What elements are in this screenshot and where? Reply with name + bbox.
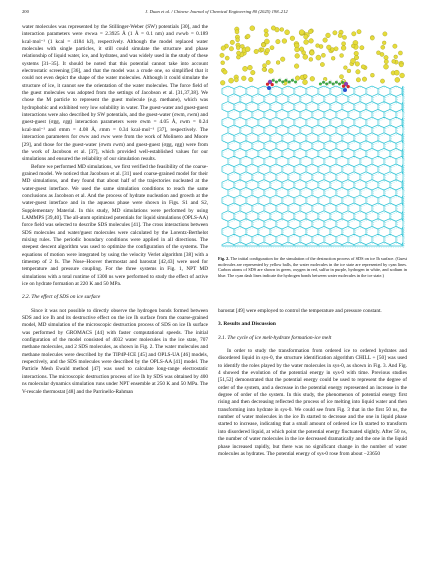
guest-molecule (304, 35, 308, 39)
oxygen-atom (271, 83, 274, 86)
guest-molecule (299, 30, 304, 35)
page-number: 200 (22, 9, 29, 14)
hydrogen-atom (330, 80, 331, 81)
guest-molecule (394, 55, 398, 59)
guest-molecule (356, 70, 361, 75)
guest-molecule (351, 44, 355, 48)
guest-molecule (347, 69, 351, 73)
guest-molecule (316, 55, 321, 60)
guest-molecule (235, 30, 239, 34)
section-heading-3: 3. Results and Discussion (218, 321, 276, 328)
guest-molecule (341, 46, 346, 51)
paragraph-barostat: barostat [49] were employed to control the temperature and pressure constant. (218, 308, 382, 314)
guest-molecule (354, 55, 359, 60)
hydrogen-atom (286, 78, 287, 79)
guest-molecule (320, 62, 324, 66)
guest-molecule (276, 61, 280, 65)
guest-molecule (271, 26, 275, 30)
guest-molecule (229, 78, 234, 83)
guest-molecule (230, 40, 235, 45)
running-header (22, 9, 411, 19)
right-column (218, 308, 407, 458)
paragraph-model-description: water molecules was represented by the Stillinger-Weber (SW) potentials [30], and the interaction parameters were σwwa = 2.3925 Å (1 Å = 0.1 nm) and εwwb = 0.189 kcal·mol⁻¹ (1 kcal = 4184 kJ), respectively. Although the model replaced water molecules with single particles, it still could simulate the structure and phase relationship of liquid water, ice, and hydrates, and was widely used in the study of these systems [31–35]. It should be noted that this potential cannot take into account electrostatic screening [36], and that the model was a crude one, so simplified that it could not even depict the shape of the water molecules. Although it could simulate the structure of ice, it cannot see the orientation of the water molecules. The force field of the guest molecules was adopted from the settings of Jacobson et al. [31,37,38]. We chose the M particle to represent the guest molecule (e.g. methane), which was hydrophobic and exhibited very low solubility in water. The guest-water and guest-guest interactions were also described by SW potentials, and the guest-water (σwm, εwm) and guest-guest (σgg, εgg) interaction parameters were σwm = 4.05 Å, εwm = 0.24 kcal·mol⁻¹ and σmm = 4.08 Å, εmm = 0.34 kcal·mol⁻¹ [37], respectively. The interaction parameters for σww and εww were from the work of Molinero and Moore [29], and those for the guest-water (σwm εwm) and guest-guest (σgg, εgg) were from the work of Jacobson et al. [37], which provided well-established values for our simulations and ensured the reliability of our simulation results. (22, 24, 208, 163)
guest-molecule (295, 54, 300, 59)
guest-molecule (383, 32, 387, 36)
oxygen-atom (266, 83, 269, 86)
hydrogen-atom (289, 83, 290, 84)
guest-molecule (352, 32, 356, 36)
guest-molecule (380, 52, 384, 56)
hydrogen-atom (296, 83, 297, 84)
guest-molecule (308, 29, 312, 33)
guest-molecule (338, 34, 342, 38)
guest-molecule (316, 44, 320, 48)
guest-molecule (394, 70, 399, 75)
guest-molecule (331, 56, 335, 60)
guest-molecule (280, 28, 284, 32)
guest-molecule (299, 47, 304, 52)
guest-molecule (282, 39, 287, 44)
guest-molecule (221, 46, 226, 51)
guest-molecule (343, 66, 347, 70)
guest-molecule (399, 63, 403, 67)
hydrogen-atom (277, 83, 278, 84)
guest-molecule (276, 39, 281, 44)
guest-molecule (309, 39, 314, 44)
guest-molecule (236, 38, 240, 42)
oxygen-atom (347, 85, 350, 88)
guest-molecule (221, 61, 225, 65)
guest-molecule (254, 49, 259, 54)
guest-molecule (290, 36, 295, 41)
guest-molecule (339, 75, 343, 79)
guest-molecule (333, 31, 337, 35)
guest-molecule (326, 45, 331, 50)
guest-molecule (248, 77, 253, 82)
guest-molecule (381, 45, 385, 49)
guest-molecule (370, 73, 374, 77)
hydrogen-atom (327, 85, 328, 86)
hydrogen-atom (293, 78, 294, 79)
guest-molecule (362, 77, 367, 82)
hydrogen-atom (324, 80, 325, 81)
guest-molecule (340, 54, 344, 58)
hydrogen-atom (340, 85, 341, 86)
guest-molecule (245, 47, 250, 52)
guest-molecule (240, 44, 244, 48)
guest-molecule (323, 38, 328, 43)
caption-label: Fig. 2. (218, 256, 230, 261)
sodium-atom (343, 88, 347, 92)
guest-molecule (360, 46, 364, 50)
hydrogen-atom (280, 78, 281, 79)
figure-2-simulation-box (218, 24, 407, 252)
hydrogen-atom (343, 80, 344, 81)
guest-molecule (384, 59, 388, 63)
guest-molecule (342, 42, 346, 46)
guest-molecule (260, 48, 264, 52)
section-heading-3-1: 3.1. The cycle of ice melt-hydrate formation-ice melt (218, 334, 332, 341)
guest-molecule (303, 54, 308, 59)
guest-molecule (285, 30, 290, 35)
guest-molecule (264, 39, 269, 44)
guest-molecule (262, 64, 266, 68)
guest-molecule (248, 65, 253, 70)
guest-molecule (398, 51, 402, 55)
guest-molecule (223, 70, 227, 74)
guest-molecule (356, 78, 360, 82)
guest-molecule (241, 76, 246, 81)
hydrogen-atom (321, 85, 322, 86)
hydrogen-atom (333, 85, 334, 86)
guest-molecule (395, 77, 400, 82)
guest-molecule (319, 44, 323, 48)
guest-molecule (384, 55, 388, 59)
figure-2-image (218, 24, 407, 252)
guest-molecule (234, 78, 238, 82)
guest-molecule (265, 48, 270, 53)
guest-molecule (357, 30, 361, 34)
guest-molecule (400, 73, 405, 78)
paragraph-sds-ice-surface: Since it was not possible to directly observe the hydrogen bonds formed between SDS and ice Ih and its destructive effect on the ice Ih surface from the coarse-grained model, MD simulation of the microscopic destruction process of SDS on ice Ih surface was performed by GROMACS [44] with faster computational speeds. The initial configuration of the model consisted of 4032 water molecules in the ice state, 707 methane molecules, and 2 SDS molecules, as shown in Fig. 2. The water molecules and methane molecules were described by the TIP4P-ICE [45] and OPLS-UA [46] models, respectively, and the SDS molecules were described by the OPLS-AA [41] model. The Particle Mesh Ewald method [47] was used to calculate long-range electrostatic interactions. The microscopic destruction process of ice Ih by SDS was obtained by 400 ns molecular dynamics simulation runs under NPT ensemble at 250 K and 50 MPa. The V-rescale thermostat [48] and the Parrinello-Rahman (22, 307, 208, 395)
guest-molecule (376, 51, 380, 55)
guest-molecule (243, 66, 248, 71)
caption-text: The initial configuration for the simulation of the destruction process of SDS on ice Ih surface. (Guest molecules are represented by yellow balls, the water molecules in the ice state are represented by cyan lines. Carbon atoms of SDS are shown in green, oxygen in red, sulfur in purple, hydrogen in white, and sodium in blue. The cyan dash lines indicate the hydrogen bonds between water molecules in the ice state.) (218, 256, 407, 278)
guest-molecule (236, 55, 240, 59)
hydrogen-atom (273, 78, 274, 79)
guest-molecule (220, 53, 224, 57)
guest-molecule (361, 65, 365, 69)
guest-molecule (280, 57, 285, 62)
guest-molecule (250, 26, 255, 31)
guest-molecule (236, 46, 240, 50)
guest-molecule (302, 80, 307, 85)
guest-molecule (383, 64, 388, 69)
guest-molecule (220, 80, 225, 85)
section-heading-2-2: 2.2. The effect of SDS on ice surface (22, 294, 101, 301)
hydrogen-atom (337, 80, 338, 81)
guest-molecule (342, 35, 346, 39)
guest-molecule (370, 36, 374, 40)
guest-molecule (264, 29, 268, 33)
hydrogen-atom (283, 83, 284, 84)
guest-molecule (236, 51, 240, 55)
guest-molecule (321, 53, 325, 57)
guest-molecule (355, 62, 360, 67)
guest-molecule (326, 33, 331, 38)
guest-molecule (295, 47, 300, 52)
guest-molecule (392, 59, 396, 63)
paragraph-ice-melt-cycle: In order to study the transformation from ordered ice to ordered hydrates and disordered liquid in sys-0, the structure identification algorithm CHILL + [50] was used to identify the roles played by the water molecules in sys-0, as shown in Fig. 3. And Fig. 4 showed the evolution of the potential energy in sys-0 with time. Previous studies [51,52] demonstrated that the potential energy could be used to represent the degree of order of the system, and a decrease in the potential energy represented an increase in the degree of order of the system. In this study, the phenomenon of potential energy first rising and then decreasing reflected the process of ice melting into liquid water and then transforming into hydrate in sys-0. We could see from Fig. 3 that in the first 50 ns, the number of water molecules in the ice Ih started to decrease and the one in liquid phase started to increase, indicating that a small amount of ordered ice Ih started to transform into disordered liquid, at which point the potential energy fluctuated slightly. After 50 ns, the number of water molecules in the ice decreased dramatically and the one in the liquid phase increased rapidly, but there was no significant change in the number of water molecules as hydrates. The potential energy of sys-0 rose from about −23650 (218, 348, 407, 457)
guest-molecule (266, 60, 270, 64)
figure-2-caption (218, 256, 407, 278)
guest-molecule (270, 46, 274, 50)
guest-molecule (251, 70, 256, 75)
guest-molecule (295, 76, 300, 81)
oxygen-atom (342, 85, 345, 88)
guest-molecule (309, 57, 313, 61)
guest-molecule (310, 76, 315, 81)
guest-molecule (334, 47, 338, 51)
guest-molecule (393, 44, 397, 48)
journal-citation: J. Duan et al. / Chinese Journal of Chemical Engineering 80 (2025) 198–212 (145, 9, 288, 14)
guest-molecule (268, 68, 273, 73)
guest-molecule (225, 56, 229, 60)
guest-molecule (264, 33, 268, 37)
paragraph-simulation-methods: Before we performed MD simulations, we first verified the feasibility of the coarse-grained model. We noticed that Jacobson et al. [31] used coarse-grained model for their MD simulations, and they found that about half of the trajectories nucleated at the water-guest interface. We used the same simulation conditions to reach the same conclusions as Jacobson et al. And the process of hydrate nucleation and growth at the water-guest interface and in the aqueous phase were shown in Figs. S1 and S2, Supplementary Material. In this study, MD simulations were performed by using LAMMPS [39,40]. The all-atom optimized potentials for liquid simulations (OPLS-AA) force field was selected to describe SDS molecules [41]. The cross interactions between SDS molecules and water/guest molecules were calculated by the Lorentz-Berthelot mixing rules. The periodic boundary conditions were applied in all directions. The steepest descent algorithm was used to optimize the configuration of the systems. The equations of motion were integrated by using the velocity Verlet algorithm [38] with a timestep of 2 fs. The Nose–Hoover thermostat and barostat [42,43] were used for temperature and pressure coupling. For the three systems in Fig. 1, NPT MD simulations with a total runtime of 1300 ns were performed to study the effect of active ice on hydrate formation at 220 K and 50 MPa. (22, 163, 208, 288)
guest-molecule (294, 64, 299, 69)
guest-molecule (229, 46, 233, 50)
guest-molecule (303, 75, 307, 79)
guest-molecule (262, 67, 266, 71)
guest-molecule (380, 79, 384, 83)
left-column (22, 24, 208, 396)
sodium-atom (267, 86, 271, 90)
guest-molecule (310, 51, 315, 56)
guest-molecule (304, 40, 309, 45)
guest-molecule (246, 34, 250, 38)
guest-molecule (382, 41, 386, 45)
